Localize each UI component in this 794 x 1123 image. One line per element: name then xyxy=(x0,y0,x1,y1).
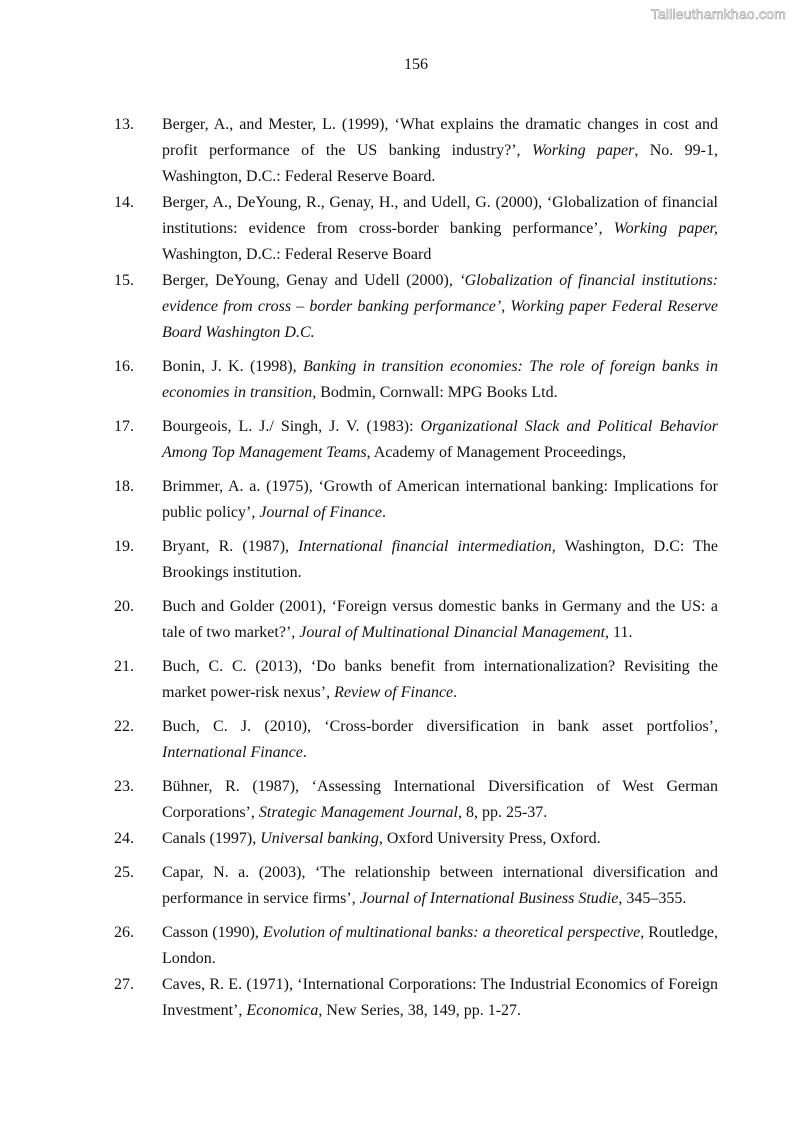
reference-text: Casson (1990), Evolution of multinational banks: a theoretical perspective, Routledge, London. xyxy=(162,924,718,967)
reference-number: 18. xyxy=(114,478,134,495)
reference-number: 23. xyxy=(114,778,134,795)
reference-number: 20. xyxy=(114,598,134,615)
reference-item xyxy=(0,268,794,346)
reference-item xyxy=(0,774,794,826)
reference-item xyxy=(0,920,794,972)
reference-number: 27. xyxy=(114,976,134,993)
reference-item xyxy=(0,534,794,586)
reference-item xyxy=(0,654,794,706)
reference-number: 22. xyxy=(114,718,134,735)
reference-list xyxy=(0,112,794,1024)
reference-text: Brimmer, A. a. (1975), ‘Growth of American international banking: Implications for public policy’, Journal of Finance. xyxy=(162,478,718,521)
reference-item xyxy=(0,826,794,852)
reference-number: 26. xyxy=(114,924,134,941)
page-number: 156 xyxy=(404,56,428,73)
reference-text: Bourgeois, L. J./ Singh, J. V. (1983): Organizational Slack and Political Behavior Among Top Management Teams, Academy of Management Proceedings, xyxy=(162,418,718,461)
reference-text: Caves, R. E. (1971), ‘International Corporations: The Industrial Economics of Foreign Investment’, Economica, New Series, 38, 149, pp. 1-27. xyxy=(162,976,718,1019)
reference-number: 13. xyxy=(114,116,134,133)
reference-text: Berger, DeYoung, Genay and Udell (2000), ‘Globalization of financial institutions: evidence from cross – border banking performance’, Working paper Federal Reserve Board Washington D.C. xyxy=(162,272,718,341)
reference-number: 15. xyxy=(114,272,134,289)
reference-text: Buch and Golder (2001), ‘Foreign versus domestic banks in Germany and the US: a tale of two market?’, Joural of Multinational Dinancial Management, 11. xyxy=(162,598,718,641)
watermark: Tailieuthamkhao.com xyxy=(650,6,786,22)
reference-text: Buch, C. J. (2010), ‘Cross-border diversification in bank asset portfolios’, International Finance. xyxy=(162,718,718,761)
reference-item xyxy=(0,190,794,268)
reference-text: Capar, N. a. (2003), ‘The relationship between international diversification and performance in service firms’, Journal of International Business Studie, 345–355. xyxy=(162,864,718,907)
reference-number: 25. xyxy=(114,864,134,881)
reference-number: 21. xyxy=(114,658,134,675)
reference-text: Bühner, R. (1987), ‘Assessing International Diversification of West German Corporations’, Strategic Management Journal, 8, pp. 25-37. xyxy=(162,778,718,821)
reference-text: Berger, A., and Mester, L. (1999), ‘What explains the dramatic changes in cost and profit performance of the US banking industry?’, Working paper, No. 99-1, Washington, D.C.: Federal Reserve Board. xyxy=(162,116,718,185)
reference-item xyxy=(0,972,794,1024)
reference-number: 16. xyxy=(114,358,134,375)
reference-number: 24. xyxy=(114,830,134,847)
reference-item xyxy=(0,474,794,526)
reference-text: Berger, A., DeYoung, R., Genay, H., and Udell, G. (2000), ‘Globalization of financial institutions: evidence from cross-border banking performance’, Working paper, Washington, D.C.: Federal Reserve Board xyxy=(162,194,719,263)
reference-number: 19. xyxy=(114,538,134,555)
reference-number: 17. xyxy=(114,418,134,435)
reference-text: Bonin, J. K. (1998), Banking in transition economies: The role of foreign banks in economies in transition, Bodmin, Cornwall: MPG Books Ltd. xyxy=(162,358,718,401)
reference-item xyxy=(0,714,794,766)
reference-item xyxy=(0,594,794,646)
reference-text: Bryant, R. (1987), International financial intermediation, Washington, D.C: The Brookings institution. xyxy=(162,538,719,581)
reference-item xyxy=(0,860,794,912)
reference-item xyxy=(0,112,794,190)
reference-text: Buch, C. C. (2013), ‘Do banks benefit from internationalization? Revisiting the market power-risk nexus’, Review of Finance. xyxy=(162,658,718,701)
reference-text: Canals (1997), Universal banking, Oxford University Press, Oxford. xyxy=(162,830,601,847)
reference-number: 14. xyxy=(114,194,134,211)
reference-item xyxy=(0,354,794,406)
reference-item xyxy=(0,414,794,466)
